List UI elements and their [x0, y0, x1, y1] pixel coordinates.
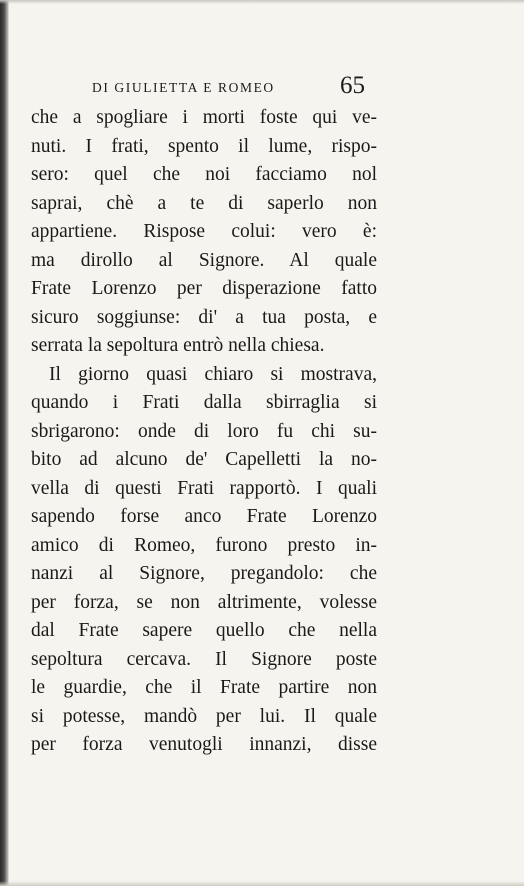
paragraph-first-line: Il giorno quasi chiaro si mostrava,	[49, 363, 377, 385]
page-bottom-edge	[0, 881, 524, 886]
page-header	[92, 72, 372, 102]
text-line: si potesse, mandò per lui. Il quale	[31, 705, 377, 727]
text-line: sero: quel che noi facciamo nol	[31, 164, 377, 185]
page-number: 65	[340, 72, 365, 99]
body-text	[31, 104, 377, 760]
text-line: nuti. I frati, spento il lume, rispo-	[31, 135, 377, 157]
page-top-edge	[0, 0, 524, 4]
text-line: nanzi al Signore, pregandolo: che	[31, 563, 377, 584]
running-title: DI GIULIETTA E ROMEO	[92, 80, 275, 95]
text-line: saprai, chè a te di saperlo non	[31, 192, 377, 214]
text-line: per forza, se non altrimente, volesse	[31, 591, 377, 613]
text-line: le guardie, che il Frate partire non	[31, 677, 377, 698]
text-line: vella di questi Frati rapportò. I quali	[31, 477, 377, 499]
text-line: ma dirollo al Signore. Al quale	[31, 249, 377, 271]
text-line: che a spogliare i morti foste qui ve-	[31, 107, 377, 128]
text-line: sicuro soggiunse: di' a tua posta, e	[31, 306, 377, 328]
text-line: sapendo forse anco Frate Lorenzo	[31, 506, 377, 527]
text-line: sbrigarono: onde di loro fu chi su-	[31, 420, 377, 442]
text-line: quando i Frati dalla sbirraglia si	[31, 392, 377, 413]
paragraph-end-line: serrata la sepoltura entrò nella chiesa.	[31, 335, 325, 356]
text-line: appartiene. Rispose colui: vero è:	[31, 221, 377, 242]
text-line: dal Frate sapere quello che nella	[31, 620, 377, 641]
page-binding-shadow	[0, 0, 9, 886]
text-line: sepoltura cercava. Il Signore poste	[31, 648, 377, 670]
text-line: amico di Romeo, furono presto in-	[31, 534, 377, 556]
text-line: Frate Lorenzo per disperazione fatto	[31, 278, 377, 299]
text-line: bito ad alcuno de' Capelletti la no-	[31, 449, 377, 470]
text-line: per forza venutogli innanzi, disse	[31, 734, 377, 755]
